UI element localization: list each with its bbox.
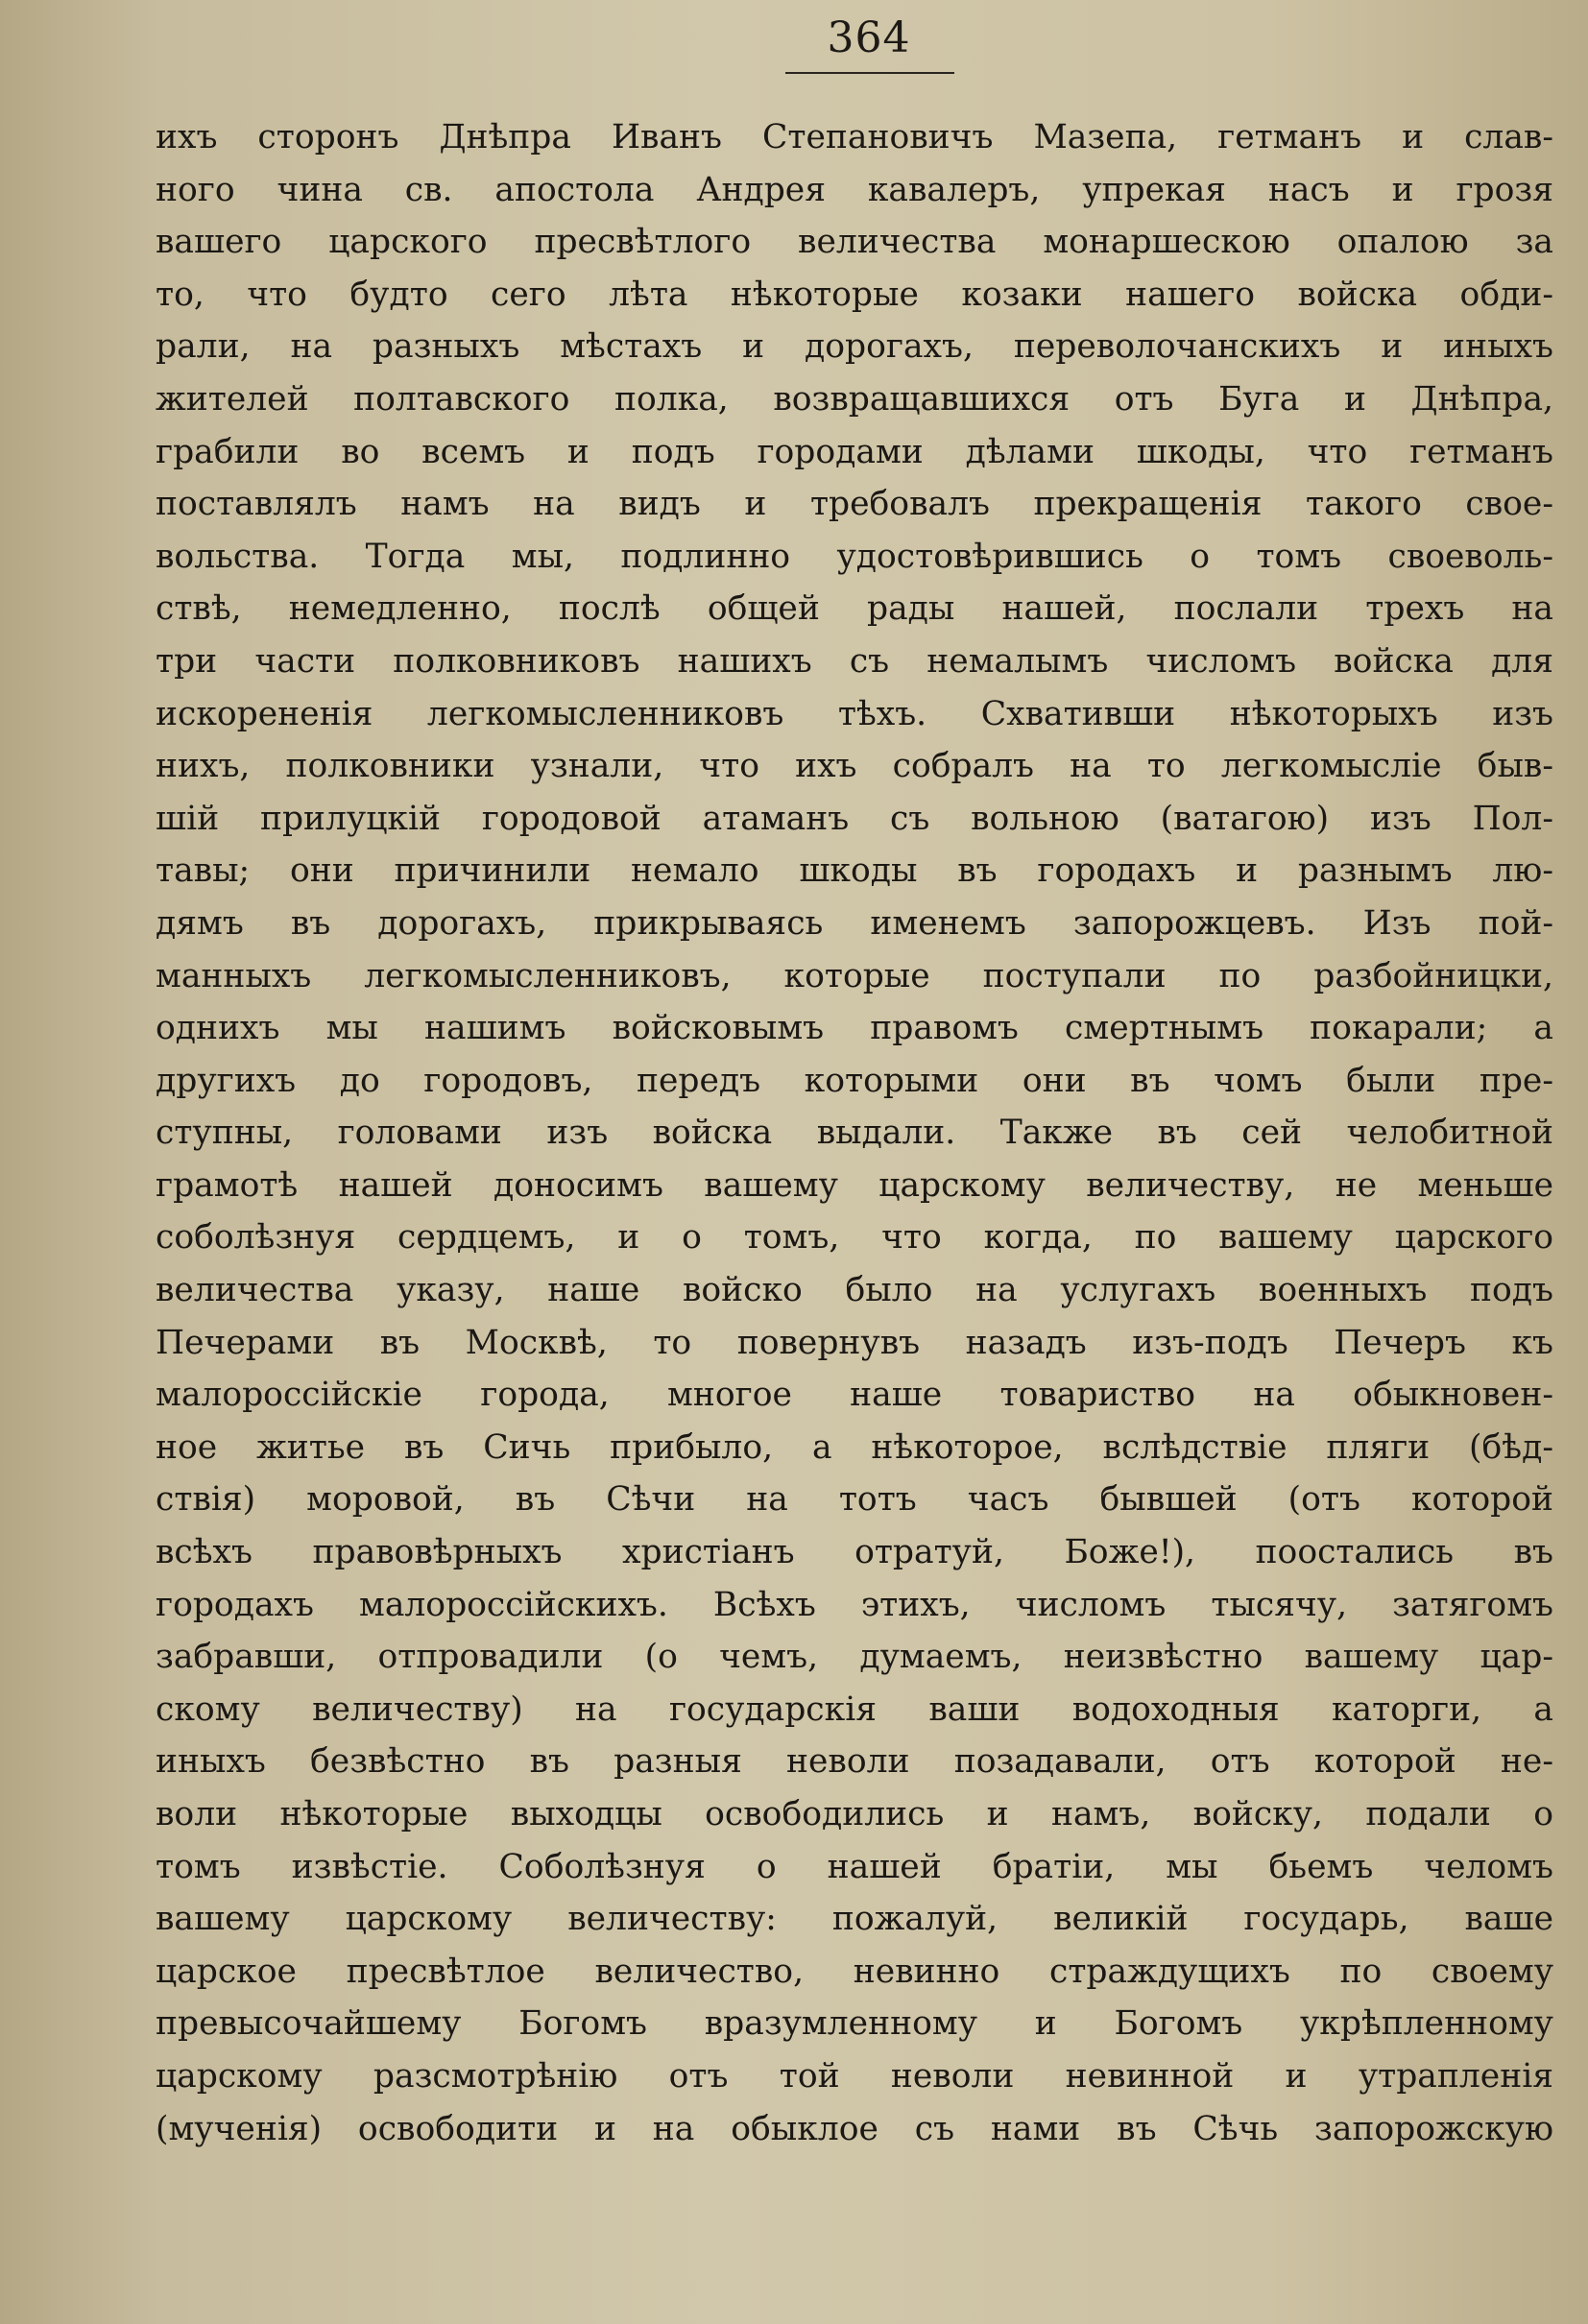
text-line: всѣхъ правовѣрныхъ христіанъ отратуй, Боже!), поостались въ	[156, 1533, 1553, 1572]
text-line: малороссійскіе города, многое наше товариство на обыкновен-	[156, 1376, 1553, 1415]
text-line: вашему царскому величеству: пожалуй, великій государь, ваше	[156, 1900, 1553, 1939]
text-line: вольства. Тогда мы, подлинно удостовѣрившись о томъ своеволь-	[156, 537, 1553, 576]
text-line: царскому разсмотрѣнію отъ той неволи невинной и утрапленія	[156, 2056, 1553, 2096]
text-line: томъ извѣстіе. Соболѣзнуя о нашей братіи, мы бьемъ челомъ	[156, 1847, 1553, 1886]
text-line: однихъ мы нашимъ войсковымъ правомъ смертнымъ покарали; а	[156, 1009, 1553, 1048]
page-number: 364	[827, 13, 911, 62]
text-line: жителей полтавского полка, возвращавшихся отъ Буга и Днѣпра,	[156, 379, 1553, 419]
text-line: грабили во всемъ и подъ городами дѣлами шкоды, что гетманъ	[156, 432, 1553, 471]
text-line: скому величеству) на государскія ваши водоходныя каторги, а	[156, 1689, 1553, 1729]
text-line: грамотѣ нашей доносимъ вашему царскому величеству, не меньше	[156, 1165, 1553, 1205]
text-line: вашего царского пресвѣтлого величества монаршескою опалою за	[156, 223, 1553, 262]
text-line: ного чина св. апостола Андрея кавалеръ, упрекая насъ и грозя	[156, 170, 1553, 209]
text-line: ступны, головами изъ войска выдали. Также въ сей челобитной	[156, 1114, 1553, 1153]
text-line: нихъ, полковники узнали, что ихъ собралъ на то легкомысліе быв-	[156, 747, 1553, 786]
text-line: искорененія легкомысленниковъ тѣхъ. Схвативши нѣкоторыхъ изъ	[156, 694, 1553, 733]
body-text	[156, 111, 1553, 2155]
text-line: тавы; они причинили немало шкоды въ городахъ и разнымъ лю-	[156, 851, 1553, 891]
text-line: ихъ сторонъ Днѣпра Иванъ Степановичъ Мазепа, гетманъ и слав-	[156, 118, 1553, 156]
text-line: превысочайшему Богомъ вразумленному и Богомъ укрѣпленному	[156, 2004, 1553, 2044]
text-line: ствѣ, немедленно, послѣ общей рады нашей, послали трехъ на	[156, 589, 1553, 629]
text-line: поставлялъ намъ на видъ и требовалъ прекращенія такого свое-	[156, 485, 1553, 524]
text-line: ное житье въ Сичь прибыло, а нѣкоторое, вслѣдствіе пляги (бѣд-	[156, 1427, 1553, 1467]
text-line: (мученія) освободити и на обыклое съ нами въ Сѣчь запорожскую	[156, 2109, 1553, 2148]
text-line: другихъ до городовъ, передъ которыми они въ чомъ были пре-	[156, 1061, 1553, 1100]
text-line: три части полковниковъ нашихъ съ немалымъ числомъ войска для	[156, 641, 1553, 681]
text-line: манныхъ легкомысленниковъ, которые поступали по разбойницки,	[156, 956, 1553, 995]
text-line: городахъ малороссійскихъ. Всѣхъ этихъ, числомъ тысячу, затягомъ	[156, 1585, 1553, 1624]
text-line: воли нѣкоторые выходцы освободились и намъ, войску, подали о	[156, 1795, 1553, 1833]
text-line: величества указу, наше войско было на услугахъ военныхъ подъ	[156, 1271, 1553, 1310]
text-line: рали, на разныхъ мѣстахъ и дорогахъ, переволочанскихъ и иныхъ	[156, 327, 1553, 367]
text-line: дямъ въ дорогахъ, прикрываясь именемъ запорожцевъ. Изъ пой-	[156, 903, 1553, 943]
text-line: Печерами въ Москвѣ, то повернувъ назадъ изъ-подъ Печеръ къ	[156, 1323, 1553, 1362]
text-line: шій прилуцкій городовой атаманъ съ вольною (ватагою) изъ Пол-	[156, 799, 1553, 838]
text-line: иныхъ безвѣстно въ разныя неволи позадавали, отъ которой не-	[156, 1742, 1553, 1782]
page-number-rule	[785, 72, 954, 74]
text-line: соболѣзнуя сердцемъ, и о томъ, что когда, по вашему царского	[156, 1218, 1553, 1258]
text-line: забравши, отпровадили (о чемъ, думаемъ, неизвѣстно вашему цар-	[156, 1638, 1553, 1677]
text-line: то, что будто сего лѣта нѣкоторые козаки нашего войска обди-	[156, 275, 1553, 314]
text-line: ствія) моровой, въ Сѣчи на тотъ часъ бывшей (отъ которой	[156, 1480, 1553, 1520]
text-line: царское пресвѣтлое величество, невинно страждущихъ по своему	[156, 1952, 1553, 1991]
